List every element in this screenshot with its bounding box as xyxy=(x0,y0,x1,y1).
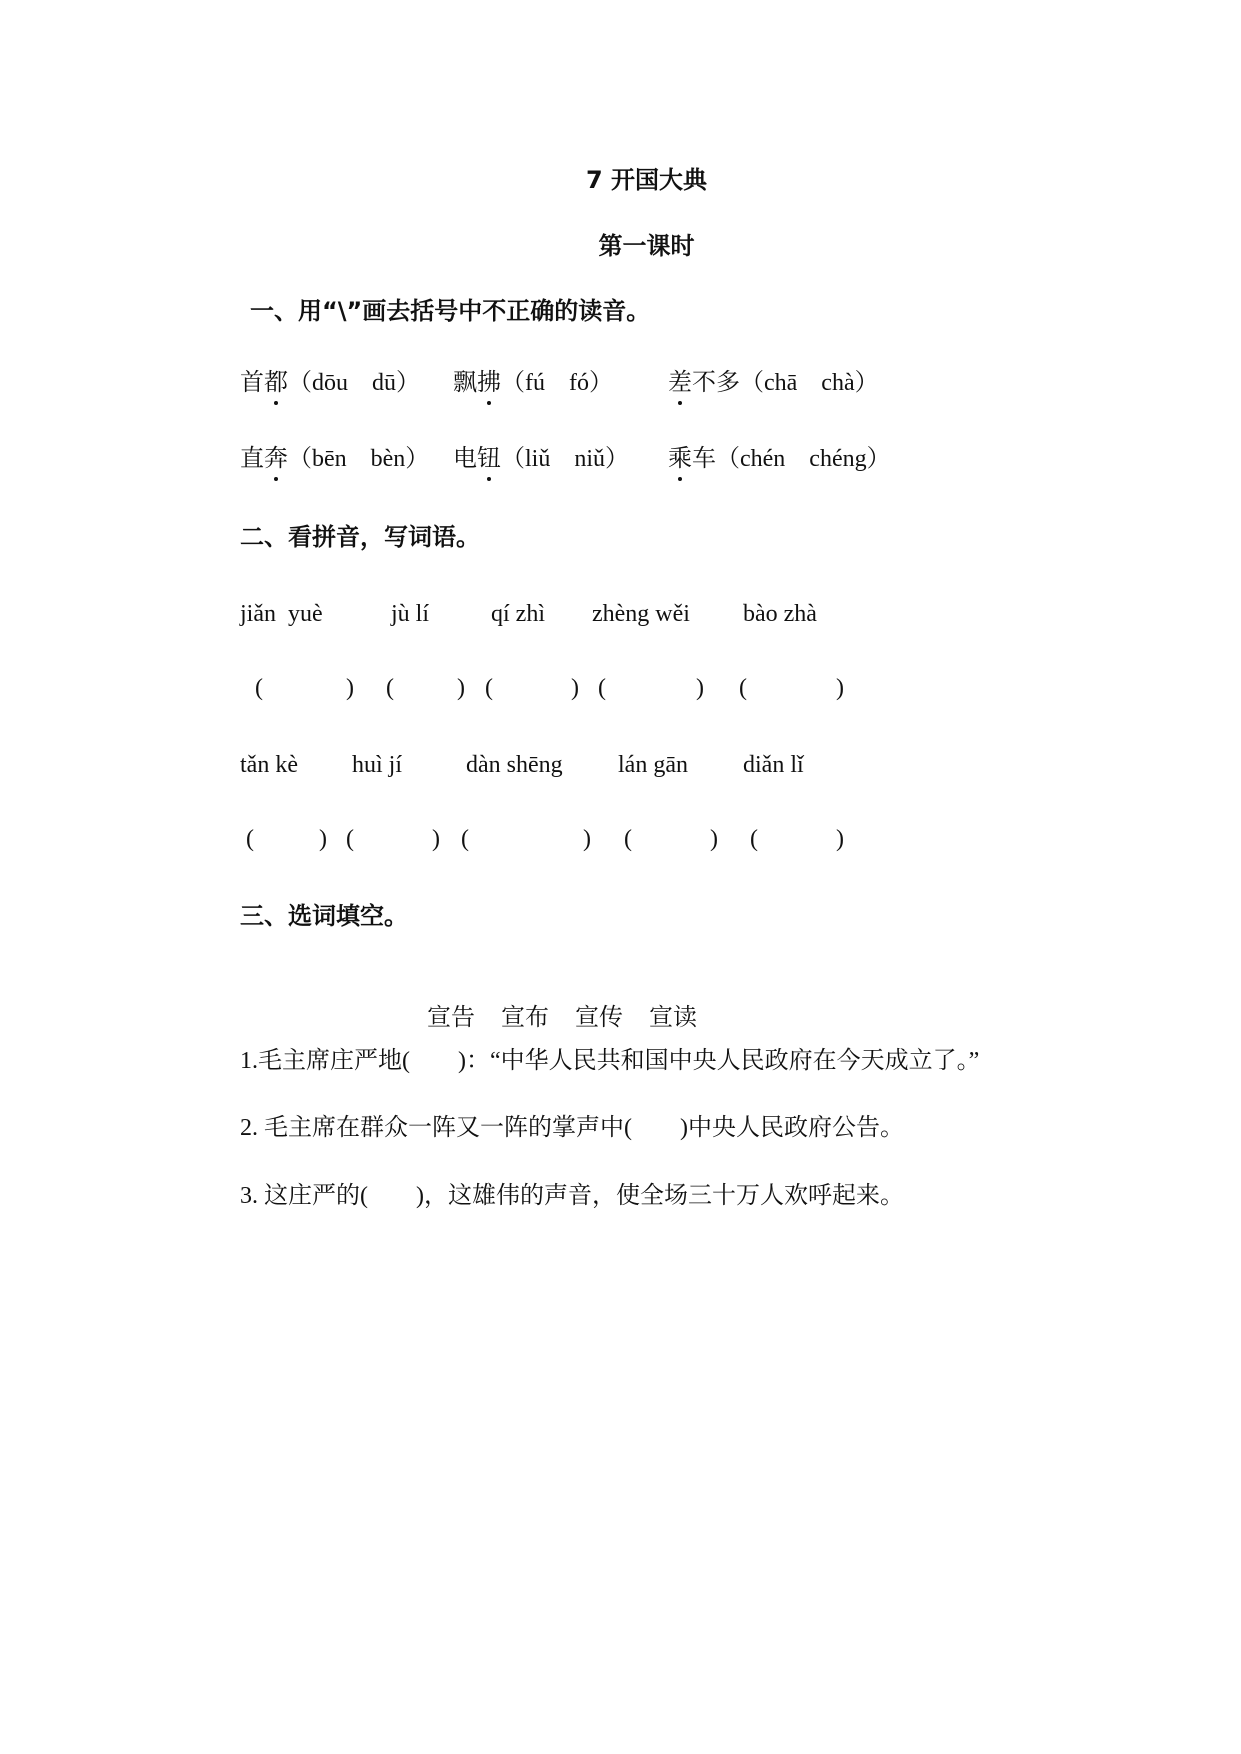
close-bracket: ) xyxy=(457,675,465,701)
close-bracket: ) xyxy=(319,826,327,852)
section2-heading: 二、看拼音，写词语。 xyxy=(240,523,480,551)
pinyin: qí zhì xyxy=(491,601,545,627)
pinyin: tǎn kè xyxy=(240,752,298,778)
char: 不多 xyxy=(692,370,740,396)
pronunciation-row-1 xyxy=(240,371,897,395)
pinyin: diǎn lǐ xyxy=(743,752,804,778)
pinyin-row-2 xyxy=(240,753,822,777)
pinyin: jù lí xyxy=(391,601,430,627)
pinyin: bào zhà xyxy=(743,601,817,627)
close-bracket: ) xyxy=(346,675,354,701)
sentence-2: 2. 毛主席在群众一阵又一阵的掌声中( )中央人民政府公告。 xyxy=(240,1115,904,1141)
word-option: 宣读 xyxy=(649,1005,697,1031)
pinyin-options: （dōu dū） xyxy=(288,370,420,396)
pinyin: zhèng wěi xyxy=(592,601,690,627)
close-bracket: ) xyxy=(836,675,844,701)
close-bracket: ) xyxy=(836,826,844,852)
open-bracket: ( xyxy=(246,826,254,852)
dotted-char: 都 xyxy=(264,370,288,396)
pronunciation-item xyxy=(453,447,650,471)
pronunciation-row-2 xyxy=(240,447,909,471)
close-bracket: ) xyxy=(571,675,579,701)
section3-heading: 三、选词填空。 xyxy=(240,902,408,930)
pinyin: huì jí xyxy=(352,752,403,778)
pinyin: lán gān xyxy=(618,752,688,778)
close-bracket: ) xyxy=(583,826,591,852)
dotted-char: 差 xyxy=(668,370,692,396)
open-bracket: ( xyxy=(598,675,606,701)
dotted-char: 拂 xyxy=(477,370,501,396)
pinyin-options: （chén chéng） xyxy=(716,446,891,472)
close-bracket: ) xyxy=(710,826,718,852)
section1-heading: 一、用“\”画去括号中不正确的读音。 xyxy=(250,297,651,325)
char: 首 xyxy=(240,370,264,396)
dotted-char: 奔 xyxy=(264,446,288,472)
pinyin-options: （bēn bèn） xyxy=(288,446,430,472)
sentence-3: 3. 这庄严的( )，这雄伟的声音，使全场三十万人欢呼起来。 xyxy=(240,1183,904,1209)
open-bracket: ( xyxy=(386,675,394,701)
pinyin: jiǎn yuè xyxy=(240,601,323,627)
word-option: 宣传 xyxy=(575,1005,623,1031)
pinyin-options: （fú fó） xyxy=(501,370,613,396)
open-bracket: ( xyxy=(346,826,354,852)
pinyin-row-1 xyxy=(240,602,835,626)
pinyin-options: （liǔ niǔ） xyxy=(501,446,630,472)
pronunciation-item xyxy=(668,371,879,395)
word-option: 宣布 xyxy=(501,1005,549,1031)
word-option: 宣告 xyxy=(427,1005,475,1031)
pronunciation-item xyxy=(453,371,650,395)
pronunciation-item xyxy=(668,447,891,471)
sentence-1: 1.毛主席庄严地( )：“中华人民共和国中央人民政府在今天成立了。” xyxy=(240,1048,980,1074)
open-bracket: ( xyxy=(624,826,632,852)
open-bracket: ( xyxy=(739,675,747,701)
open-bracket: ( xyxy=(255,675,263,701)
open-bracket: ( xyxy=(750,826,758,852)
open-bracket: ( xyxy=(485,675,493,701)
pinyin: dàn shēng xyxy=(466,752,563,778)
pronunciation-item xyxy=(240,371,435,395)
pronunciation-item xyxy=(240,447,435,471)
page-title: 7 开国大典 xyxy=(585,166,708,194)
dotted-char: 乘 xyxy=(668,446,692,472)
close-bracket: ) xyxy=(696,675,704,701)
word-bank xyxy=(415,982,697,1030)
char: 电 xyxy=(453,446,477,472)
close-bracket: ) xyxy=(432,826,440,852)
pinyin-options: （chā chà） xyxy=(740,370,879,396)
page-subtitle: 第一课时 xyxy=(598,232,695,260)
char: 飘 xyxy=(453,370,477,396)
open-bracket: ( xyxy=(461,826,469,852)
char: 直 xyxy=(240,446,264,472)
dotted-char: 钮 xyxy=(477,446,501,472)
char: 车 xyxy=(692,446,716,472)
